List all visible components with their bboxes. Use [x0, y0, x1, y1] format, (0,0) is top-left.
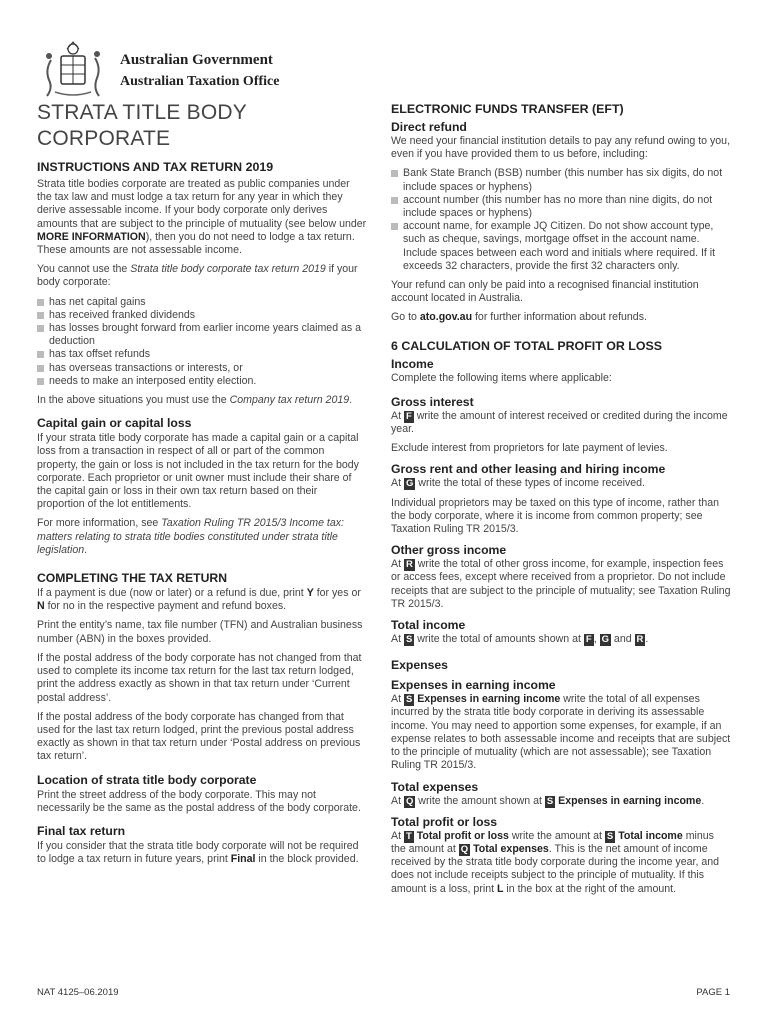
gov-name: Australian Government: [120, 52, 273, 68]
location-heading: Location of strata title body corporate: [37, 772, 257, 787]
expenses-earning-heading: Expenses in earning income: [391, 678, 556, 693]
cannot-use-paragraph: You cannot use the Strata title body corporate tax return 2019 if your body corporate:: [37, 263, 358, 289]
entity-name-paragraph: Print the entity’s name, tax file number (TFN) and Australian business number (ABN) in the boxes provided.: [37, 619, 363, 645]
expenses-earning-paragraph: At S Expenses in earning income write the total of all expenses incurred by the strata title body corporate in deriving its assessable income. You may need to apportion some expenses, for example, if an expense relates to both assessable income and receipts that are subject to the principle of mutuality (which are not assessable); see Taxation Ruling TR 2015/3.: [391, 693, 731, 772]
bank-details-list: [391, 167, 731, 273]
list-item: needs to make an interposed entity election.: [37, 375, 367, 388]
page-title-line1: STRATA TITLE BODY: [37, 101, 247, 124]
list-item: has net capital gains: [37, 296, 367, 309]
direct-refund-heading: Direct refund: [391, 120, 467, 134]
capital-gain-paragraph: If your strata title body corporate has made a capital gain or a capital loss from a transaction in respect of all or part of the common property, the gain or loss is not included in the tax return for the body corporate. Each proprietor or unit owner must include their share of the capital gain or loss in their own tax return based on their proportion of the lot entitlements.: [37, 432, 359, 511]
bullet-icon: [37, 312, 44, 319]
list-item: has overseas transactions or interests, or: [37, 362, 367, 375]
label-box: Q: [460, 843, 469, 855]
list-item: has tax offset refunds: [37, 348, 367, 361]
bullet-icon: [37, 325, 44, 332]
total-expenses-paragraph: At Q write the amount shown at S Expenses in earning income.: [391, 794, 705, 807]
right-column: [391, 100, 731, 902]
gross-rent-paragraph: At G write the total of these types of income received.: [391, 477, 645, 490]
other-gross-heading: Other gross income: [391, 543, 507, 558]
subtitle: INSTRUCTIONS AND TAX RETURN 2019: [37, 160, 274, 174]
label-box: S: [405, 634, 413, 646]
ruling-paragraph: For more information, see Taxation Ruling TR 2015/3 Income tax: matters relating to strata title bodies constituted under strata title legislation.: [37, 517, 344, 556]
page-number: PAGE 1: [696, 987, 730, 998]
final-return-paragraph: If you consider that the strata title body corporate will not be required to lodge a tax return in future years, print Final in the block provided.: [37, 839, 359, 866]
capital-gain-heading: Capital gain or capital loss: [37, 416, 192, 431]
postal-changed-paragraph: If the postal address of the body corporate has changed from that used for the last tax return lodged, print the previous postal address exactly as shown in that tax return under ‘Postal address on previous tax return’.: [37, 710, 361, 763]
gross-interest-paragraph: At F write the amount of interest received or credited during the income year.: [391, 409, 728, 436]
list-item: Bank State Branch (BSB) number (this number has six digits, do not include spaces or hyphens): [391, 167, 731, 193]
direct-refund-paragraph: We need your financial institution details to pay any refund owing to you, even if you have provided them to us before, including:: [391, 135, 731, 161]
list-item: account number (this number has no more than nine digits, do not include spaces or hyphens): [391, 194, 731, 220]
label-box: R: [405, 559, 413, 571]
list-item: account name, for example JQ Citizen. Do not show account type, such as cheque, savings, mortgage offset in the account name. Include spaces between each word and initials where required. If it exceeds 32 characters, provide the first 32 characters only.: [391, 220, 731, 273]
label-box: G: [405, 478, 414, 490]
label-box: Q: [405, 795, 414, 807]
label-box: R: [636, 634, 644, 646]
conditions-list: [37, 296, 367, 388]
ato-link[interactable]: ato.gov.au: [419, 311, 473, 324]
label-box: S: [405, 694, 413, 706]
postal-unchanged-paragraph: If the postal address of the body corporate has not changed from that used to complete its income tax return for the last tax return lodged, print the address exactly as shown in that tax return under ‘Current postal address’.: [37, 651, 362, 704]
goto-paragraph: Go to ato.gov.au for further information about refunds.: [391, 311, 647, 324]
income-paragraph: Complete the following items where applicable:: [391, 371, 612, 384]
total-expenses-heading: Total expenses: [391, 779, 479, 794]
eft-heading: ELECTRONIC FUNDS TRANSFER (EFT): [391, 102, 624, 116]
page-title-line2: CORPORATE: [37, 127, 171, 150]
label-box: T: [405, 830, 412, 842]
total-income-heading: Total income: [391, 618, 466, 633]
page-title: [37, 100, 367, 152]
bullet-icon: [37, 378, 44, 385]
bullet-icon: [37, 351, 44, 358]
label-box: F: [585, 634, 592, 646]
total-profit-paragraph: At T Total profit or loss write the amount at S Total income minus the amount at Q Total expenses. This is the net amount of income received by the strata title body corporate during the income year, and does not include receipts subject to the principle of mutuality. If this amount is a loss, print L in the box at the right of the amount.: [391, 829, 720, 895]
proprietors-paragraph: Individual proprietors may be taxed on this type of income, rather than the body corporate, where it is income from common property; see Taxation Ruling TR 2015/3.: [391, 496, 719, 536]
bullet-icon: [391, 170, 398, 177]
gross-rent-heading: Gross rent and other leasing and hiring income: [391, 462, 666, 477]
bullet-icon: [37, 365, 44, 372]
total-profit-heading: Total profit or loss: [391, 814, 498, 829]
label-box: F: [405, 410, 412, 422]
bullet-icon: [37, 299, 44, 306]
bullet-icon: [391, 197, 398, 204]
company-return-paragraph: In the above situations you must use the Company tax return 2019.: [37, 394, 353, 407]
gross-interest-heading: Gross interest: [391, 394, 474, 409]
income-heading: Income: [391, 356, 434, 371]
list-item: has received franked dividends: [37, 309, 367, 322]
bullet-icon: [391, 223, 398, 230]
payment-paragraph: If a payment is due (now or later) or a refund is due, print Y for yes or N for no in the respective payment and refund boxes.: [37, 587, 361, 613]
refund-paragraph: Your refund can only be paid into a recognised financial institution account located in Australia.: [391, 279, 699, 305]
list-item: has losses brought forward from earlier income years claimed as a deduction: [37, 322, 367, 348]
final-return-heading: Final tax return: [37, 823, 126, 838]
ato-logo: [37, 40, 287, 100]
location-paragraph: Print the street address of the body corporate. This may not necessarily be the same as the postal address of the body corporate.: [37, 788, 361, 814]
left-column: [37, 100, 367, 872]
label-box: S: [606, 830, 614, 842]
total-income-paragraph: At S write the total of amounts shown at F , G and R .: [391, 633, 649, 646]
label-box: G: [601, 634, 609, 646]
section-6-heading: 6 CALCULATION OF TOTAL PROFIT OR LOSS: [391, 338, 662, 353]
label-box: S: [546, 795, 554, 807]
other-gross-paragraph: At R write the total of other gross income, for example, inspection fees or access fees, except where received from a proprietor. Do not include receipts that are subject to the principle of mutuality; see Taxation Ruling TR 2015/3.: [391, 558, 731, 610]
coat-of-arms-icon: [37, 40, 109, 100]
form-code: NAT 4125–06.2019: [37, 987, 119, 998]
exclude-interest-paragraph: Exclude interest from proprietors for late payment of levies.: [391, 442, 668, 455]
intro-paragraph: Strata title bodies corporate are treated as public companies under the tax law and must lodge a tax return for any year in which they derive assessable income. If your body corporate only derives amounts that are subject to the principle of mutuality (see below under MORE INFORMATION), then you do not need to lodge a tax return. These amounts are not assessable income.: [37, 178, 367, 257]
completing-heading: COMPLETING THE TAX RETURN: [37, 571, 228, 586]
expenses-heading: Expenses: [391, 658, 448, 673]
office-name: Australian Taxation Office: [120, 74, 280, 89]
